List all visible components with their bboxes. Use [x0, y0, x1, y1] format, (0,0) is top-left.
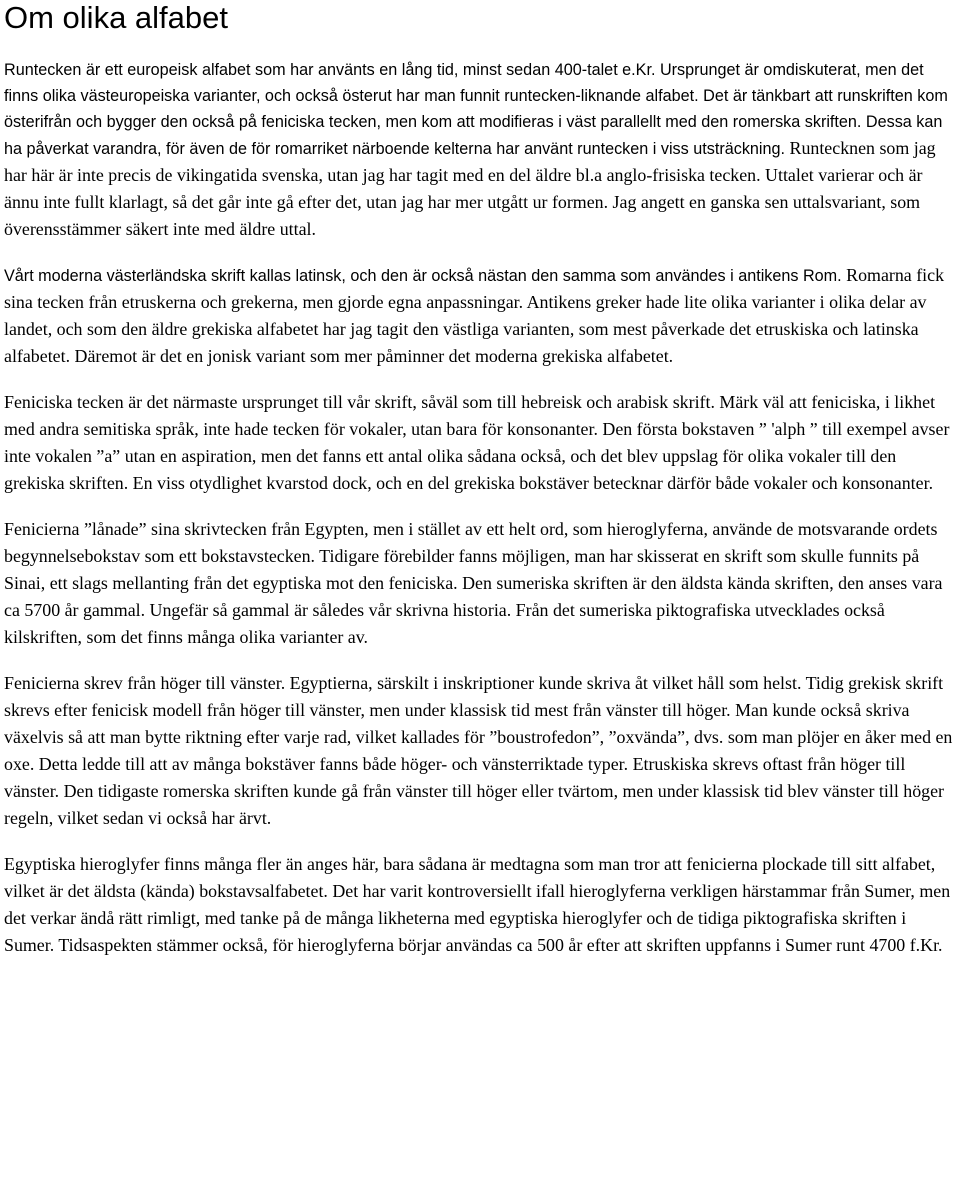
paragraph-text: Egyptiska hieroglyfer finns många fler än anges här, bara sådana är medtagna som man tror att fenicierna plockade till sitt alfabet, vilket är det äldsta (kända) bokstavsalfabetet. Det har varit kontroversiellt ifall hieroglyferna verkligen härstammar från Sumer, men det verkar ändå rätt rimligt, med tanke på de många likheterna med egyptiska hieroglyfer och de tidiga piktografiska skriften i Sumer. Tidsaspekten stämmer också, för hieroglyferna börjar användas ca 500 år efter att skriften uppfanns i Sumer runt 4700 f.Kr.: [4, 854, 951, 955]
paragraph-text: Feniciska tecken är det närmaste ursprunget till vår skrift, såväl som till hebreisk och arabisk skrift. Märk väl att feniciska, i likhet med andra semitiska språk, inte hade tecken för vokaler, utan bara för konsonanter. Den första bokstaven ” 'alph ” till exempel avser inte vokalen ”a” utan en aspiration, men det fanns ett antal olika sådana också, och det blev uppslag för olika vokaler till den grekiska skriften. En viss otydlighet kvarstod dock, och en del grekiska bokstäver betecknar därför både vokaler och konsonanter.: [4, 392, 950, 493]
paragraph-egypten: [4, 516, 954, 651]
paragraph-text: Vårt moderna västerländska skrift kallas latinsk, och den är också nästan den samma som användes i antikens Rom.: [4, 267, 847, 285]
paragraph-hieroglyfer: [4, 851, 954, 959]
paragraph-skrivriktning: [4, 670, 954, 832]
paragraph-text: Fenicierna ”lånade” sina skrivtecken från Egypten, men i stället av ett helt ord, som hieroglyferna, använde de motsvarande ordets begynnelsebokstav som ett bokstavstecken. Tidigare förebilder fanns möjligen, man har skisserat en skrift som skulle funnits på Sinai, ett slags mellanting från det egyptiska mot den feniciska. Den sumeriska skriften är den äldsta kända skriften, den anses vara ca 5700 år gammal. Ungefär så gammal är således vår skrivna historia. Från det sumeriska piktografiska utvecklades också kilskriften, som det finns många olika varianter av.: [4, 519, 943, 647]
paragraph-text: Romarna fick sina tecken från etruskerna och grekerna, men gjorde egna anpassningar. Antikens greker hade lite olika varianter i olika delar av landet, och som den äldre grekiska alfabetet har jag tagit den västliga varianten, som mest påverkade det etruskiska och latinska alfabetet. Däremot är det en jonisk variant som mer påminner det moderna grekiska alfabetet.: [4, 265, 945, 366]
paragraph-runtecken: [4, 57, 954, 243]
paragraph-latinsk: [4, 262, 954, 370]
paragraph-text: Fenicierna skrev från höger till vänster. Egyptierna, särskilt i inskriptioner kunde skriva åt vilket håll som helst. Tidig grekisk skrift skrevs efter fenicisk modell från höger till vänster, men under klassisk tid mest från vänster till höger. Man kunde också skriva växelvis så att man bytte riktning efter varje rad, vilket kallades för ”boustrofedon”, ”oxvända”, dvs. som man plöjer en åker med en oxe. Detta ledde till att av många bokstäver fanns både höger- och vänsterriktade typer. Etruskiska skrevs oftast från höger till vänster. Den tidigaste romerska skriften kunde gå från vänster till höger eller tvärtom, men under klassisk tid blev vänster till höger regeln, vilket sedan vi också har ärvt.: [4, 673, 953, 828]
paragraph-text: Runtecknen som jag har här är inte precis de vikingatida svenska, utan jag har tagit med en del äldre bl.a anglo-frisiska tecken. Uttalet varierar och är ännu inte fullt klarlagt, så det går inte gå efter det, utan jag har mer utgått ur formen. Jag angett en ganska sen uttalsvariant, som överensstämmer säkert inte med äldre uttal.: [4, 138, 936, 239]
page-title: Om olika alfabet: [4, 0, 228, 35]
paragraph-feniciska: [4, 389, 954, 497]
paragraph-text: Runtecken är ett europeisk alfabet som har använts en lång tid, minst sedan 400-talet e.Kr. Ursprunget är omdiskuterat, men det finns olika västeuropeiska varianter, och också österut har man funnit runtecken-liknande alfabet. Det är tänkbart att runskriften kom österifrån och bygger den också på feniciska tecken, men kom att modifieras i väst parallellt med den romerska skriften. Dessa kan ha påverkat varandra, för även de för romarriket närboende kelterna har använt runtecken i viss utsträckning.: [4, 61, 948, 158]
